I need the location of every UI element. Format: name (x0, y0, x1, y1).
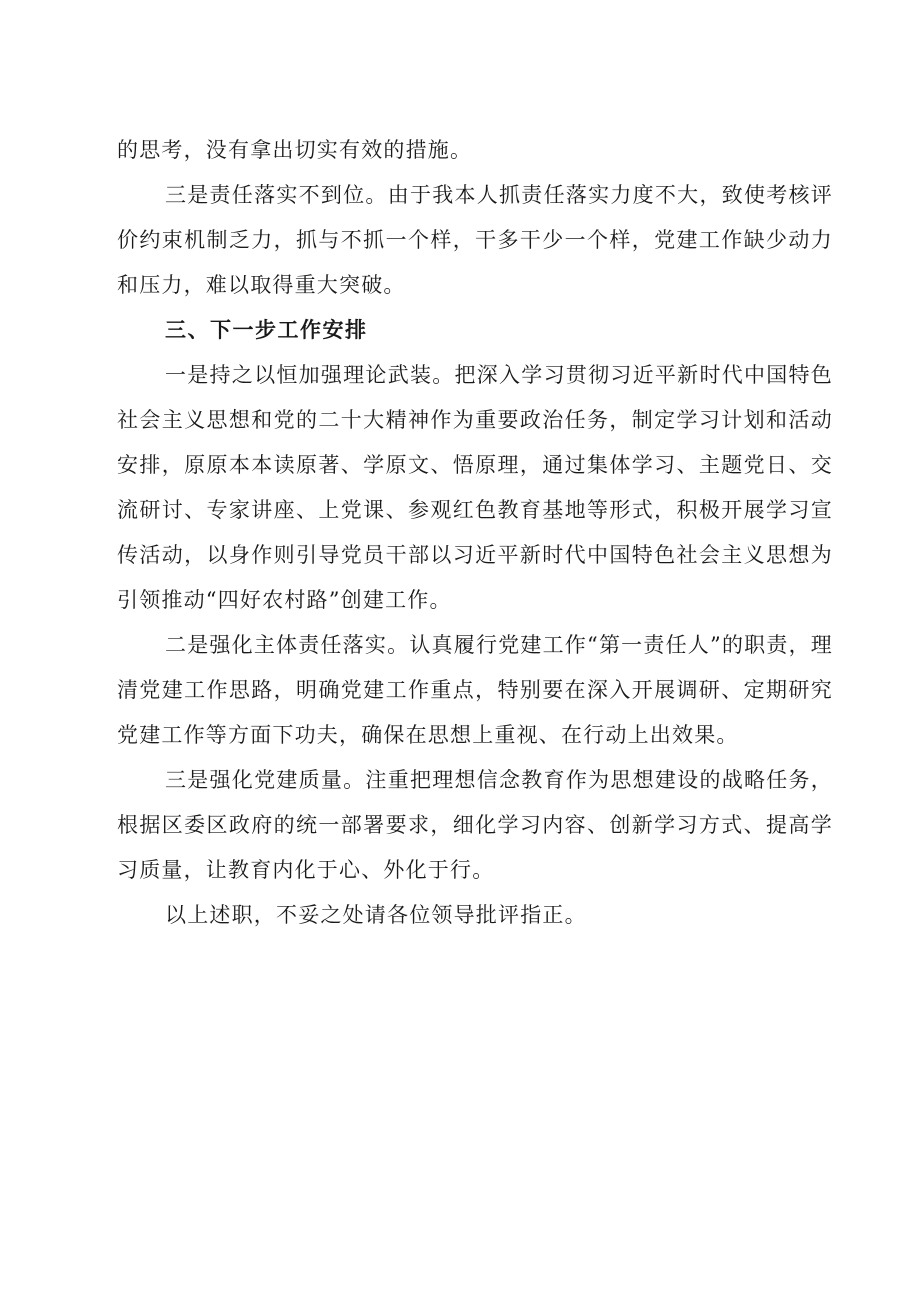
document-page (117, 128, 833, 938)
section-heading-next-steps: 三、下一步工作安排 (165, 318, 368, 342)
paragraph-closing: 以上述职，不妥之处请各位领导批评指正。 (165, 903, 587, 927)
paragraph-theory-study: 一是持之以恒加强理论武装。把深入学习贯彻习近平新时代中国特色社会主义思想和党的二十大精神作为重要政治任务，制定学习计划和活动安排，原原本本读原著、学原文、悟原理，通过集体学习、主题党日、交流研讨、专家讲座、上党课、参观红色教育基地等形式，积极开展学习宣传活动，以身作则引导党员干部以习近平新时代中国特色社会主义思想为引领推动“四好农村路”创建工作。 (117, 363, 833, 612)
paragraph-continuation: 的思考，没有拿出切实有效的措施。 (117, 138, 473, 162)
paragraph-party-quality: 三是强化党建质量。注重把理想信念教育作为思想建设的战略任务，根据区委区政府的统一部署要求，细化学习内容、创新学习方式、提高学习质量，让教育内化于心、外化于行。 (117, 768, 833, 882)
paragraph-responsibility-gap: 三是责任落实不到位。由于我本人抓责任落实力度不大，致使考核评价约束机制乏力，抓与不抓一个样，干多干少一个样，党建工作缺少动力和压力，难以取得重大突破。 (117, 183, 833, 297)
paragraph-main-responsibility: 二是强化主体责任落实。认真履行党建工作“第一责任人”的职责，理清党建工作思路，明确党建工作重点，特别要在深入开展调研、定期研究党建工作等方面下功夫，确保在思想上重视、在行动上出效果。 (117, 633, 833, 747)
